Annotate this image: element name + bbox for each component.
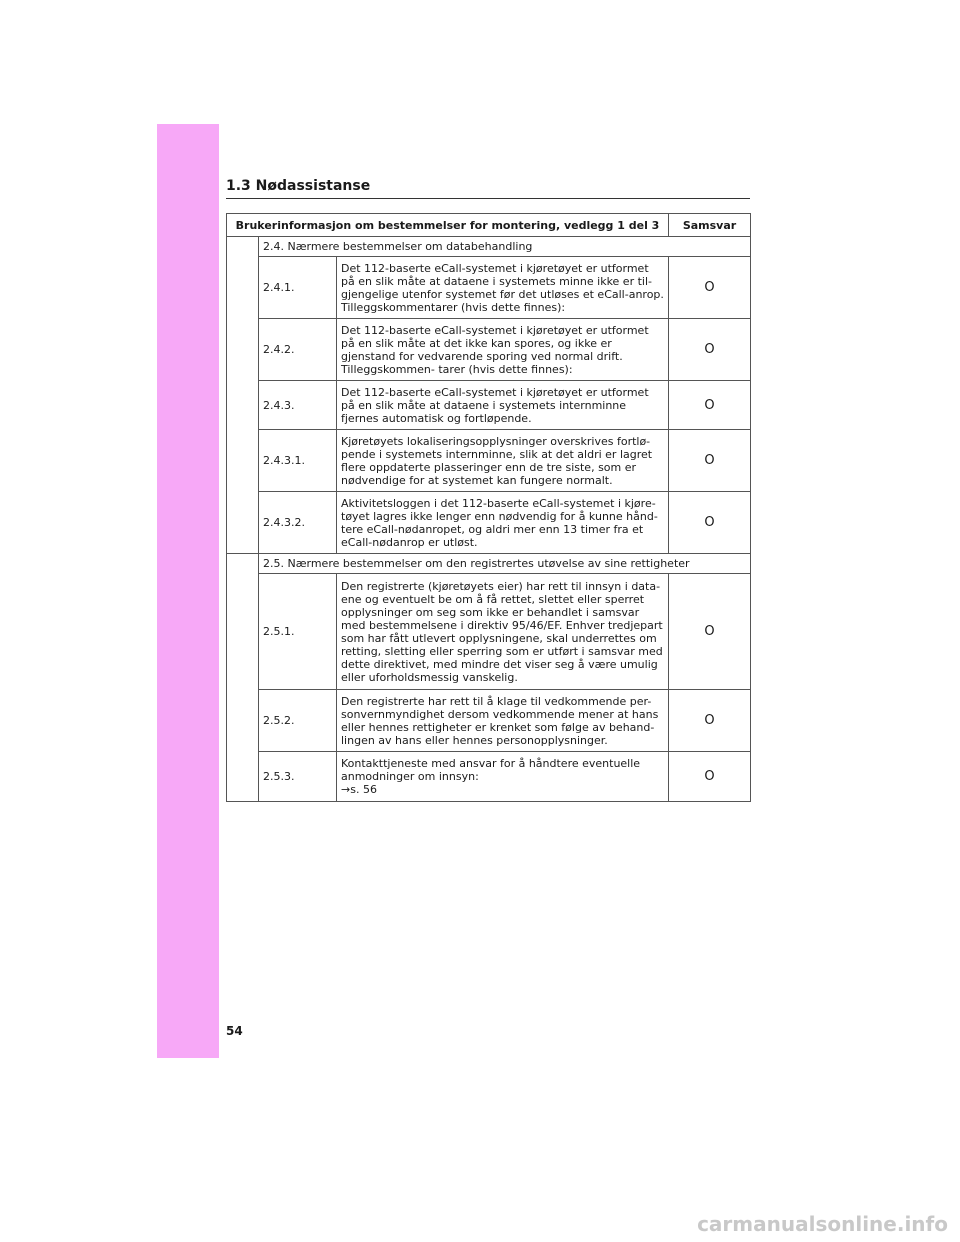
group-title: 2.5. Nærmere bestemmelser om den registrertes utøvelse av sine rettigheter (259, 554, 751, 574)
row-conformity: O (669, 752, 751, 802)
row-text: Den registrerte (kjøretøyets eier) har rett til innsyn i data- ene og eventuelt be om å få rettet, slettet eller sperret opplysninger om seg som ikke er behandlet i samsvar med bestemmelsene i direktiv 95/46/EF. Enhver tredjepart som har fått utlevert opplysningene, skal underrettes om retting, sletting eller sperring som er utført i samsvar med dette direktivet, med mindre det viser seg å være umulig eller uforholdsmessig vanskelig. (337, 574, 669, 690)
table-row (227, 492, 751, 554)
row-number: 2.5.3. (259, 752, 337, 802)
group-title-row (227, 554, 751, 574)
row-number: 2.4.3.2. (259, 492, 337, 554)
row-text: Den registrerte har rett til å klage til vedkommende per- sonvernmyndighet dersom vedkommende mener at hans eller hennes rettigheter er krenket som følge av behand- lingen av hans eller hennes personopplysninger. (337, 690, 669, 752)
group-indent-cell (227, 237, 259, 554)
row-number: 2.4.1. (259, 257, 337, 319)
row-text: Det 112-baserte eCall-systemet i kjøretøyet er utformet på en slik måte at dataene i systemets internminne fjernes automatisk og fortløpende. (337, 381, 669, 430)
table-row (227, 574, 751, 690)
table-row (227, 319, 751, 381)
row-number: 2.4.3. (259, 381, 337, 430)
conformity-table (226, 213, 751, 802)
row-text: Aktivitetsloggen i det 112-baserte eCall-systemet i kjøre- tøyet lagres ikke lenger enn nødvendig for å kunne hånd- tere eCall-nødanropet, og aldri mer enn 13 timer fra et eCall-nødanrop er utløst. (337, 492, 669, 554)
row-text: Kontakttjeneste med ansvar for å håndtere eventuelle anmodninger om innsyn: (341, 757, 641, 783)
table-row (227, 690, 751, 752)
table-row (227, 430, 751, 492)
page-reference-link[interactable]: →s. 56 (341, 783, 377, 796)
row-conformity: O (669, 492, 751, 554)
row-conformity: O (669, 574, 751, 690)
row-conformity: O (669, 690, 751, 752)
group-indent-cell (227, 554, 259, 802)
side-color-band (157, 124, 219, 1058)
row-text: Det 112-baserte eCall-systemet i kjøretøyet er utformet på en slik måte at dataene i systemets minne ikke er til- gjengelige utenfor systemet før det utløses et eCall-anrop. Tilleggskommentarer (hvis dette finnes): (337, 257, 669, 319)
row-text: Det 112-baserte eCall-systemet i kjøretøyet er utformet på en slik måte at det ikke kan spores, og ikke er gjenstand for vedvarende sporing ved normal drift. Tilleggskommen- tarer (hvis dette finnes): (337, 319, 669, 381)
header-conformity: Samsvar (669, 214, 751, 237)
row-number: 2.4.3.1. (259, 430, 337, 492)
table-row (227, 752, 751, 802)
row-conformity: O (669, 430, 751, 492)
table-header-row (227, 214, 751, 237)
header-info: Brukerinformasjon om bestemmelser for montering, vedlegg 1 del 3 (227, 214, 669, 237)
row-number: 2.5.2. (259, 690, 337, 752)
row-conformity: O (669, 319, 751, 381)
row-number: 2.5.1. (259, 574, 337, 690)
watermark: carmanualsonline.info (697, 1212, 948, 1236)
group-title: 2.4. Nærmere bestemmelser om databehandling (259, 237, 751, 257)
row-text: Kjøretøyets lokaliseringsopplysninger overskrives fortlø- pende i systemets internminne, slik at det aldri er lagret flere oppdaterte plasseringer enn de tre siste, som er nødvendige for at systemet kan fungere normalt. (337, 430, 669, 492)
row-conformity: O (669, 381, 751, 430)
row-text-cell (337, 752, 669, 802)
page-number: 54 (226, 1024, 243, 1038)
section-title: 1.3 Nødassistanse (226, 178, 750, 199)
table-row (227, 381, 751, 430)
row-number: 2.4.2. (259, 319, 337, 381)
group-title-row (227, 237, 751, 257)
table-row (227, 257, 751, 319)
row-conformity: O (669, 257, 751, 319)
